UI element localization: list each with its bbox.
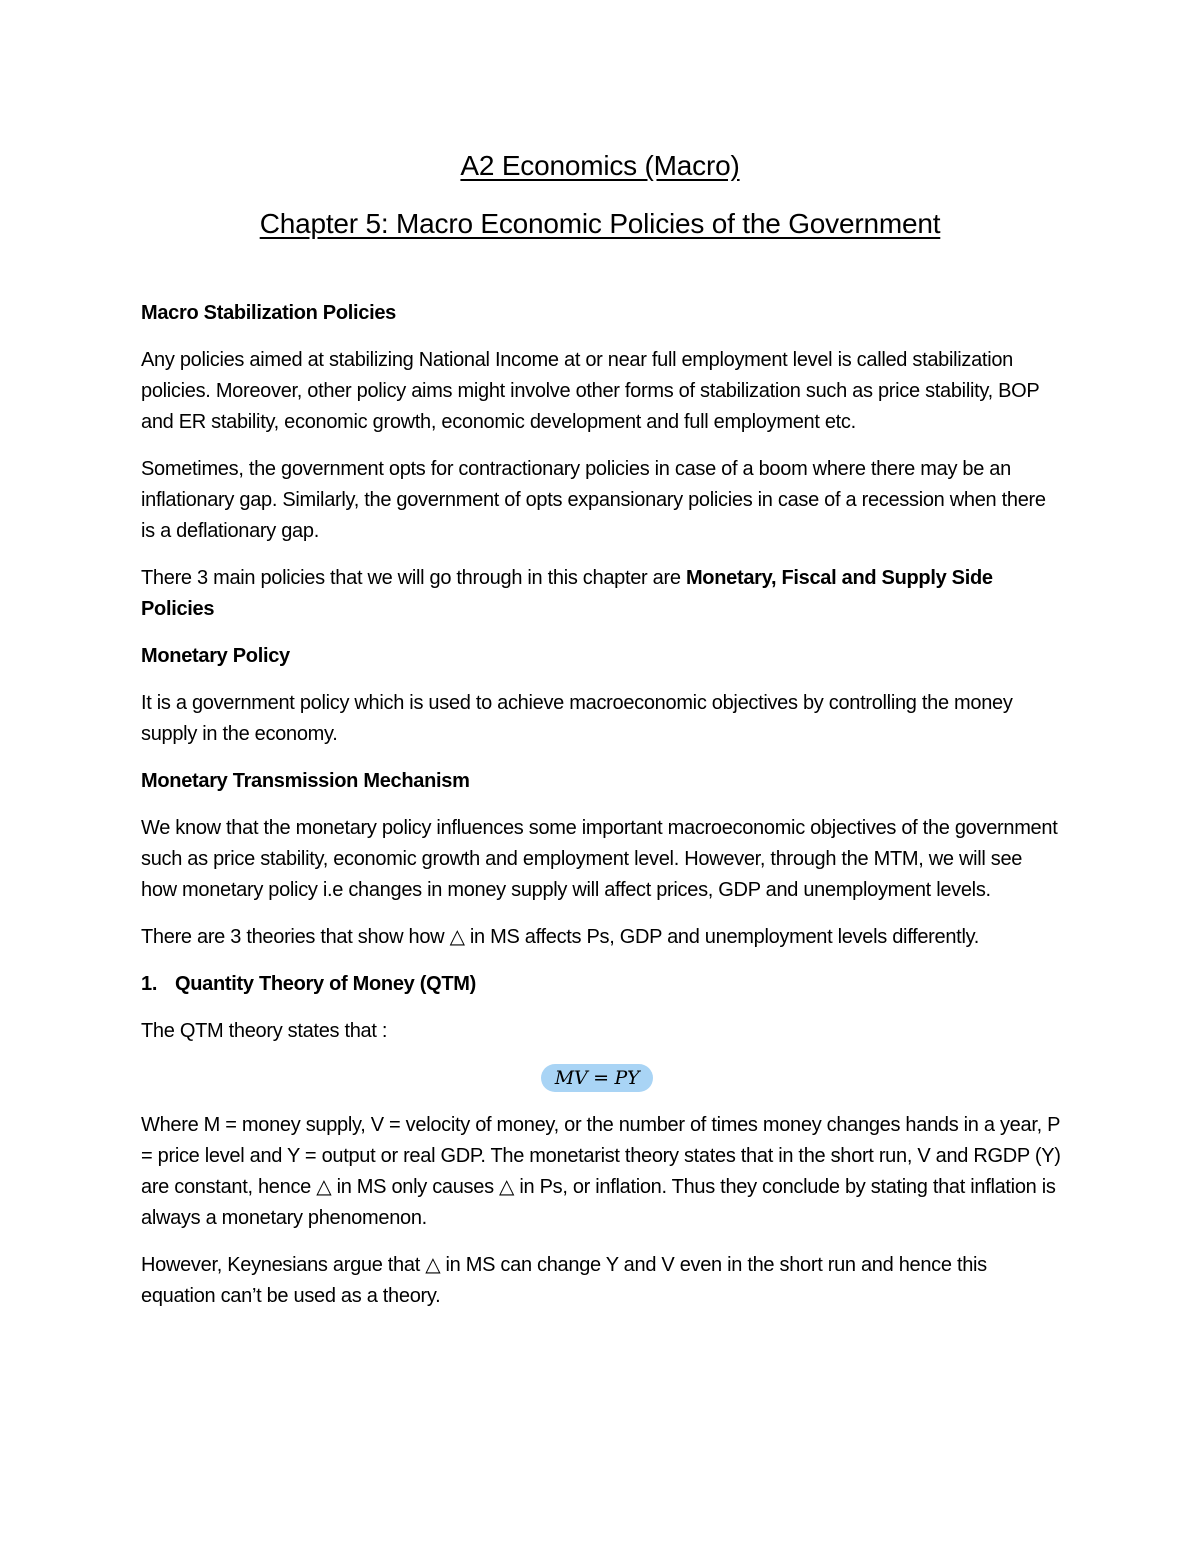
paragraph-qtm-intro: The QTM theory states that :	[141, 1020, 388, 1042]
list-number: 1.	[141, 973, 158, 995]
heading-stabilization: Macro Stabilization Policies	[141, 302, 396, 324]
paragraph-stabilization-2: Sometimes, the government opts for contractionary policies in case of a boom where there may be an inflationary gap. Similarly, the government of opts expansionary policies in case of a recession when there is a deflationary gap.	[141, 458, 1046, 542]
paragraph-stabilization-3	[141, 563, 1061, 625]
formula-container	[141, 1063, 1061, 1094]
heading-monetary-policy: Monetary Policy	[141, 645, 290, 667]
policies-list-bold: Monetary, Fiscal and Supply Side Policies	[141, 567, 993, 620]
chapter-title: Chapter 5: Macro Economic Policies of the Government	[259, 208, 941, 239]
paragraph-qtm-2: However, Keynesians argue that △ in MS can change Y and V even in the short run and hence this equation can’t be used as a theory.	[141, 1254, 987, 1307]
paragraph-monetary-1: It is a government policy which is used to achieve macroeconomic objectives by controlling the money supply in the economy.	[141, 692, 1013, 745]
paragraph-qtm-1: Where M = money supply, V = velocity of money, or the number of times money changes hands in a year, P = price level and Y = output or real GDP. The monetarist theory states that in the short run, V and RGDP (Y) are constant, hence △ in MS only causes △ in Ps, or inflation. Thus they conclude by stating that inflation is always a monetary phenomenon.	[141, 1114, 1061, 1229]
heading-mtm: Monetary Transmission Mechanism	[141, 770, 470, 792]
paragraph-stabilization-1: Any policies aimed at stabilizing National Income at or near full employment level is called stabilization policies. Moreover, other policy aims might involve other forms of stabilization such as price stability, BOP and ER stability, economic growth, economic development and full employment etc.	[141, 349, 1040, 433]
paragraph-mtm-1: We know that the monetary policy influences some important macroeconomic objectives of the government such as price stability, economic growth and employment level. However, through the MTM, we will see how monetary policy i.e changes in money supply will affect prices, GDP and unemployment levels.	[141, 817, 1058, 901]
policies-intro-text: There 3 main policies that we will go through in this chapter are	[141, 567, 686, 589]
paragraph-mtm-2: There are 3 theories that show how △ in MS affects Ps, GDP and unemployment levels differently.	[141, 926, 980, 948]
heading-qtm	[141, 969, 1061, 1000]
document-title: A2 Economics (Macro)	[460, 150, 740, 181]
qtm-formula: MV = PY	[541, 1064, 653, 1092]
heading-qtm-text: Quantity Theory of Money (QTM)	[175, 973, 476, 995]
document-body	[141, 298, 1061, 1328]
